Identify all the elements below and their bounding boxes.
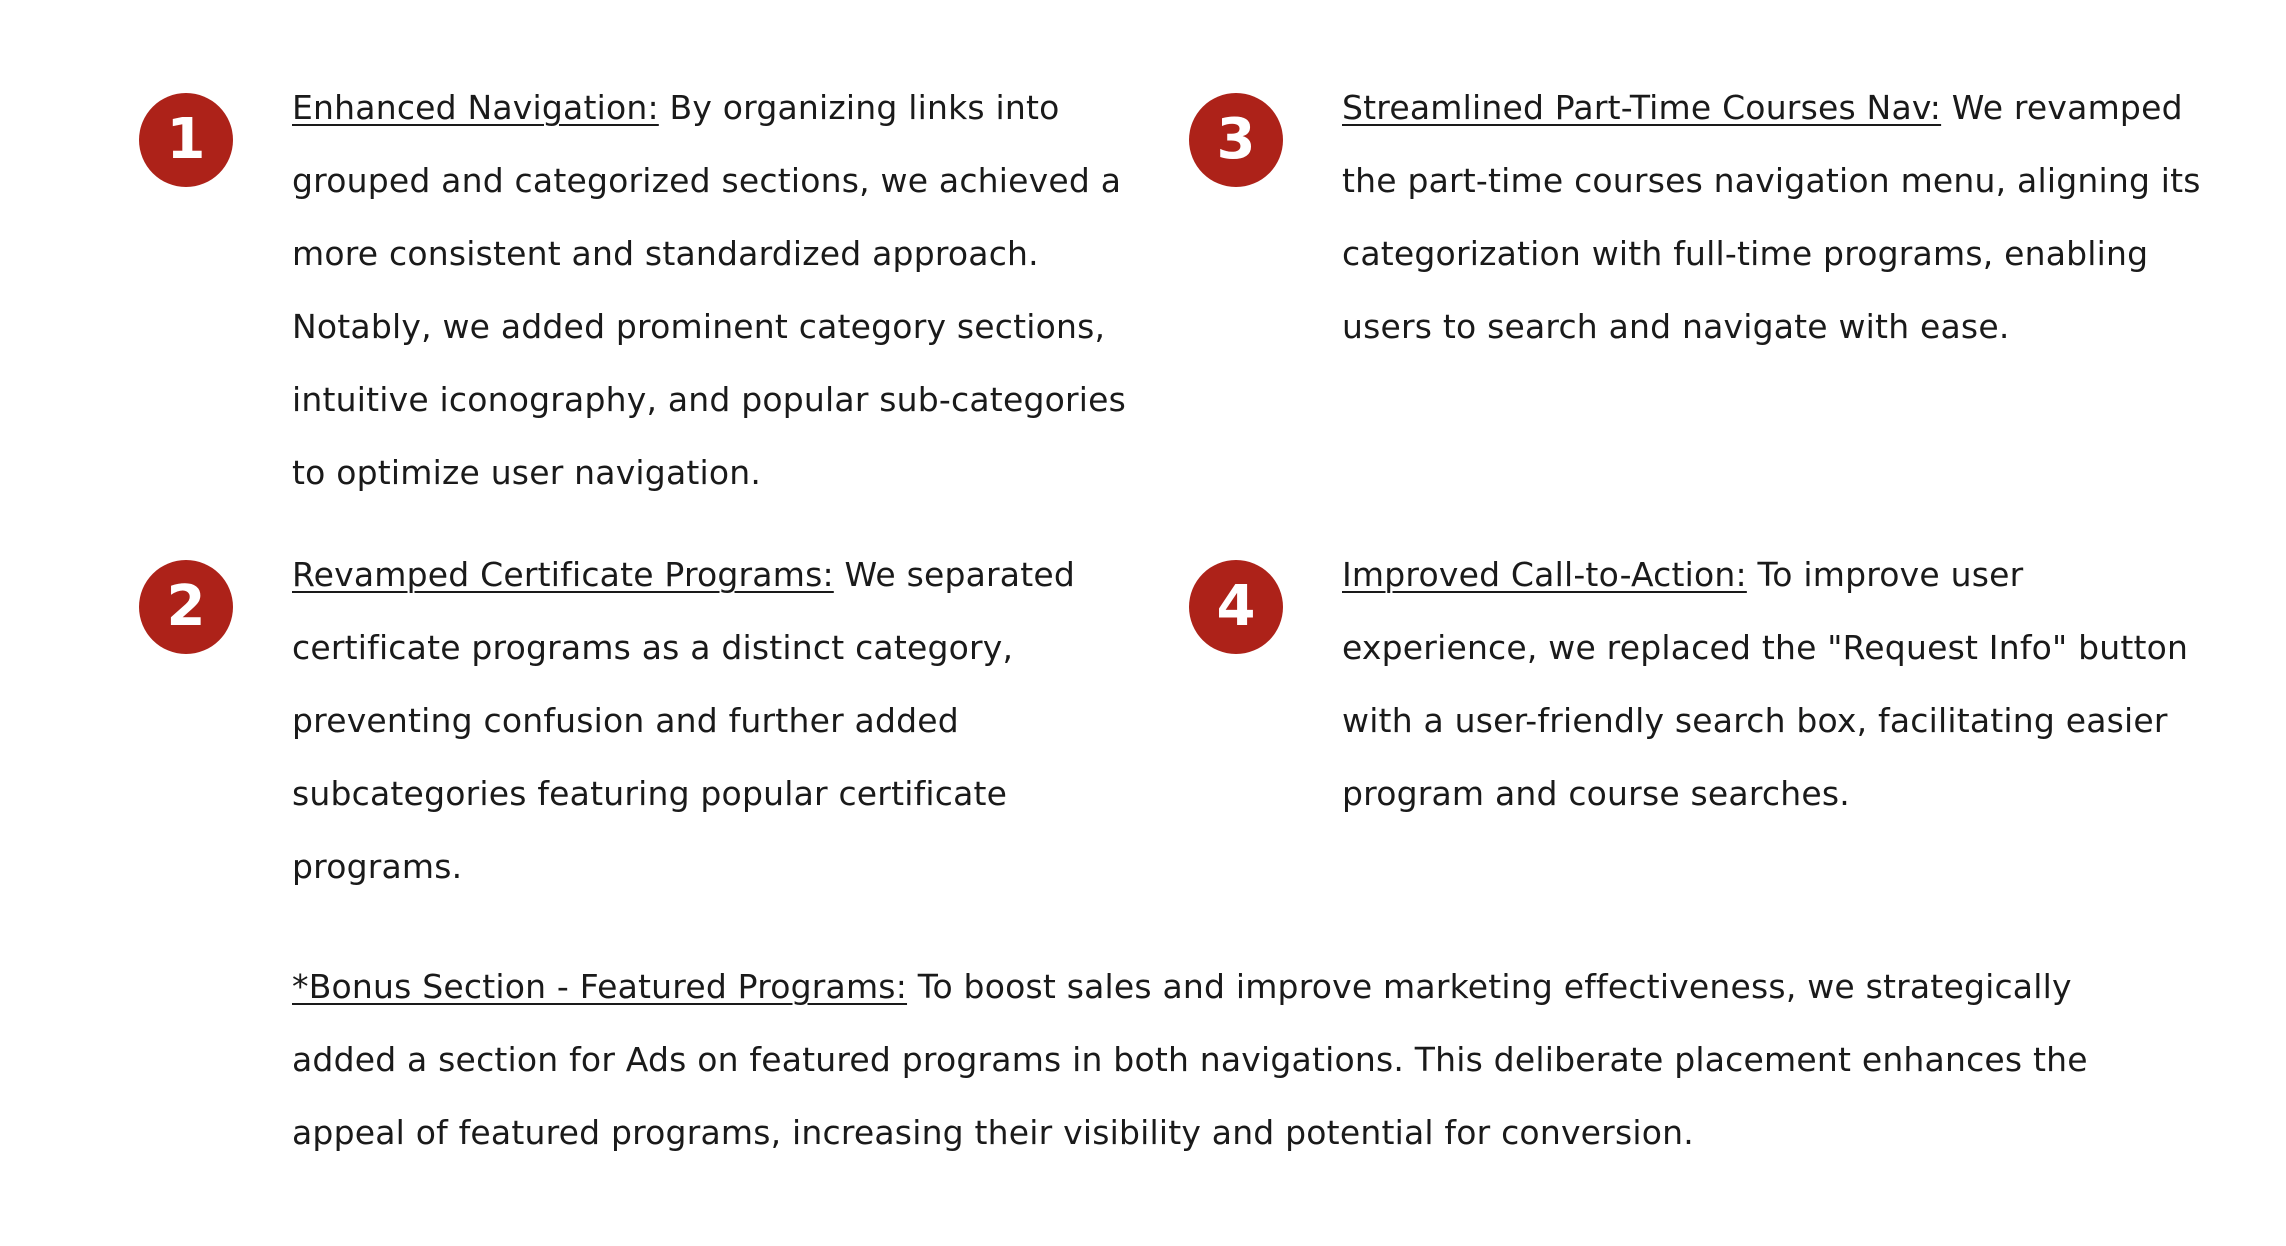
bonus-section-text xyxy=(292,950,2152,1169)
item-body-1: By organizing links into grouped and categorized sections, we achieved a more consistent and standardized approach. Notably, we added prominent category sections, intuitive iconography, and popular sub-categories to optimize user navigation. xyxy=(292,88,1127,492)
bonus-heading: *Bonus Section - Featured Programs: xyxy=(292,967,908,1006)
number-badge-4: 4 xyxy=(1189,560,1283,654)
item-body-2: We separated certificate programs as a distinct category, preventing confusion and further added subcategories featuring popular certificate programs. xyxy=(292,555,1076,886)
number-badge-2: 2 xyxy=(139,560,233,654)
number-badge-3: 3 xyxy=(1189,93,1283,187)
item-heading-2: Revamped Certificate Programs: xyxy=(292,555,834,594)
item-body-3: We revamped the part-time courses navigation menu, aligning its categorization with full-time programs, enabling users to search and navigate with ease. xyxy=(1342,88,2201,346)
number-badge-1: 1 xyxy=(139,93,233,187)
item-heading-4: Improved Call-to-Action: xyxy=(1342,555,1747,594)
bonus-body: To boost sales and improve marketing effectiveness, we strategically added a section for Ads on featured programs in both navigations. This deliberate placement enhances the appeal of featured programs, increasing their visibility and potential for conversion. xyxy=(292,967,2088,1152)
item-body-4: To improve user experience, we replaced the "Request Info" button with a user-friendly search box, facilitating easier program and course searches. xyxy=(1342,555,2189,813)
item-heading-3: Streamlined Part-Time Courses Nav: xyxy=(1342,88,1942,127)
item-text-4 xyxy=(1342,538,2202,830)
item-heading-1: Enhanced Navigation: xyxy=(292,88,659,127)
item-text-2 xyxy=(292,538,1152,903)
item-text-1 xyxy=(292,71,1152,509)
item-text-3 xyxy=(1342,71,2202,363)
